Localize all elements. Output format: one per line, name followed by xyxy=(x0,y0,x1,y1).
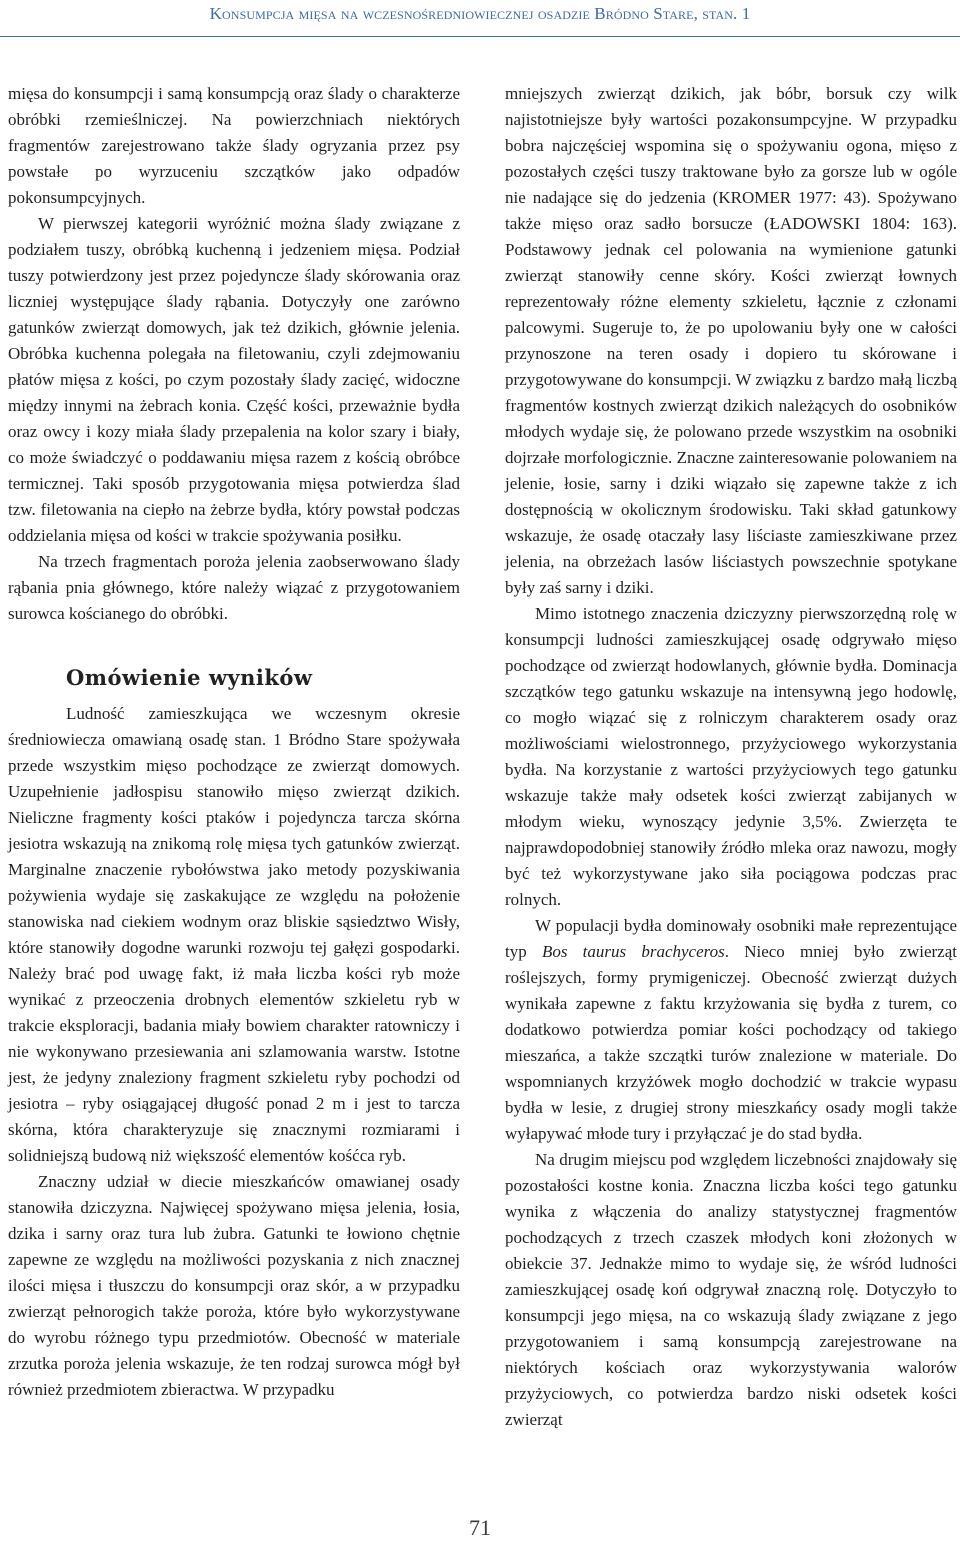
left-paragraph-5: Znaczny udział w diecie mieszkańców omawianej osady stanowiła dziczyzna. Najwięcej spożywano mięsa jelenia, łosia, dzika i sarny oraz tura lub żubra. Gatunki te łowiono chętnie zapewne ze względu na możliwości pozyskania z nich znacznej ilości mięsa i tłuszczu do konsumpcji oraz skór, a w przypadku zwierząt pełnorogich także poroża, które było wykorzystywane do wyrobu różnego typu przedmiotów. Obecność w materiale zrzutka poroża jelenia wskazuje, że ten rodzaj surowca mógł był również przedmiotem zbieractwa. W przypadku xyxy=(8,1172,460,1399)
left-paragraph-1: mięsa do konsumpcji i samą konsumpcją oraz ślady o charakterze obróbki rzemieślniczej. Na powierzchniach niektórych fragmentów zarejestrowano także ślady ogryzania przez psy powstałe po wyrzuceniu szczątków jako odpadów pokonsumpcyjnych. xyxy=(8,84,460,207)
right-paragraph-2: Mimo istotnego znaczenia dziczyzny pierwszorzędną rolę w konsumpcji ludności zamieszkującej osadę odgrywało mięso pochodzące od zwierząt hodowlanych, głównie bydła. Dominacja szczątków tego gatunku wskazuje na intensywną jego hodowlę, co mogło wiązać się z rolniczym charakterem osady oraz możliwościami wielostronnego, przyżyciowego wykorzystania bydła. Na korzystanie z wartości przyżyciowych tego gatunku wskazuje także mały odsetek kości zwierząt zabijanych w młodym wieku, wynoszący jedynie 3,5%. Zwierzęta te najprawdopodobniej stanowiły źródło mleka oraz nawozu, mogły być też wykorzystywane jako siła pociągowa podczas prac rolnych. xyxy=(505,604,957,909)
right-paragraph-4: Na drugim miejscu pod względem liczebności znajdowały się pozostałości kostne konia. Znaczna liczba kości tego gatunku wynika z włączenia do analizy statystycznej fragmentów pochodzących z trzech czaszek młodych koni złożonych w obiekcie 37. Jednakże mimo to wydaje się, że wśród ludności zamieszkującej osadę koń odgrywał znaczną rolę. Dotyczyło to konsumpcji jego mięsa, na co wskazują ślady związane z jego przygotowaniem i samą konsumpcją zarejestrowane na niektórych kościach oraz wykorzystywania walorów przyżyciowych, co potwierdza bardzo niski odsetek kości zwierząt xyxy=(505,1150,957,1429)
right-paragraph-1: mniejszych zwierząt dzikich, jak bóbr, borsuk czy wilk najistotniejsze były wartości pozakonsumpcyjne. W przypadku bobra najczęściej wspomina się o spożywaniu ogona, mięso z pozostałych części tuszy traktowane było za gorsze lub w ogóle nie nadające się do jedzenia (KROMER 1977: 43). Spożywano także mięso oraz sadło borsucze (ŁADOWSKI 1804: 163). Podstawowy jednak cel polowania na wymienione gatunki zwierząt stanowiły cenne skóry. Kości zwierząt łownych reprezentowały różne elementy szkieletu, łącznie z członami palcowymi. Sugeruje to, że po upolowaniu były one w całości przynoszone na teren osady i dopiero tu skórowane i przygotowywane do konsumpcji. W związku z bardzo małą liczbą fragmentów kostnych zwierząt dzikich należących do osobników młodych wydaje się, że polowano przede wszystkim na osobniki dojrzałe morfologicznie. Znaczne zainteresowanie polowaniem na jelenie, łosie, sarny i dziki wiązało się zapewne także z ich dostępnością w okolicznym środowisku. Taki skład gatunkowy wskazuje, że osadę otaczały lasy liściaste zamieszkiwane przez jelenia, na obrzeżach lasów liściastych powszechnie spotykane były zaś sarny i dziki. xyxy=(505,84,957,597)
header-rule xyxy=(0,36,960,37)
right-column xyxy=(505,81,957,1433)
right-paragraph-3-end: . Nieco mniej było zwierząt roślejszych, formy prymigeniczej. Obecność zwierząt dużych wynikała zapewne z faktu krzyżowania się bydła z turem, co dodatkowo potwierdza pomiar kości pochodzący od takiego mieszańca, a także szczątki turów znalezione w materiale. Do wspomnianych krzyżówek mogło dochodzić w trakcie wypasu bydła w lesie, z drugiej strony mieszkańcy osady mogli także wyłapywać młode tury i przyłączać je do stad bydła. xyxy=(505,942,957,1143)
section-heading: Omówienie wyników xyxy=(66,665,313,690)
right-paragraph-3 xyxy=(505,913,957,1147)
page-number: 71 xyxy=(469,1515,491,1540)
left-paragraph-3: Na trzech fragmentach poroża jelenia zaobserwowano ślady rąbania pnia głównego, które należy wiązać z przygotowaniem surowca kościanego do obróbki. xyxy=(8,552,460,623)
species-name: Bos taurus brachyceros xyxy=(541,942,725,961)
running-head: Konsumpcja mięsa na wczesnośredniowiecznej osadzie Bródno Stare, stan. 1 xyxy=(209,4,751,23)
right-paragraph-3-start: W populacji bydła dominowały osobniki małe reprezentujące typ xyxy=(505,916,957,961)
left-paragraph-2: W pierwszej kategorii wyróżnić można ślady związane z podziałem tuszy, obróbką kuchenną i jedzeniem mięsa. Podział tuszy potwierdzony jest przez pojedyncze ślady skórowania oraz liczniej występujące ślady rąbania. Dotyczyły one zarówno gatunków zwierząt domowych, jak też dzikich, głównie jelenia. Obróbka kuchenna polegała na filetowaniu, czyli zdejmowaniu płatów mięsa z kości, po czym pozostały ślady zacięć, widoczne między innymi na żebrach konia. Część kości, przeważnie bydła oraz owcy i kozy miała ślady przepalenia na kolor szary i biały, co może świadczyć o poddawaniu mięsa razem z kością obróbce termicznej. Taki sposób przygotowania mięsa potwierdza ślad tzw. filetowania na ciepło na żebrze bydła, który powstał podczas oddzielania mięsa od kości w trakcie spożywania posiłku. xyxy=(8,214,460,545)
left-column xyxy=(8,81,460,1403)
left-paragraph-4: Ludność zamieszkująca we wczesnym okresie średniowiecza omawianą osadę stan. 1 Bródno Stare spożywała przede wszystkim mięso pochodzące ze zwierząt domowych. Uzupełnienie jadłospisu stanowiło mięso zwierząt dzikich. Nieliczne fragmenty kości ptaków i pojedyncza tarcza skórna jesiotra wskazują na znikomą rolę mięsa tych gatunków zwierząt. Marginalne znaczenie rybołówstwa jako metody pozyskiwania pożywienia wydaje się zaskakujące ze względu na położenie stanowiska nad ciekiem wodnym oraz bliskie sąsiedztwo Wisły, które stanowiły dogodne warunki rozwoju tej gałęzi gospodarki. Należy brać pod uwagę fakt, iż mała liczba kości ryb może wynikać z przeoczenia drobnych elementów szkieletu ryb w trakcie eksploracji, badania miały bowiem charakter ratowniczy i nie wykonywano przesiewania ani szlamowania warstw. Istotne jest, że jedyny znaleziony fragment szkieletu ryby pochodzi od jesiotra – ryby osiągającej długość ponad 2 m i jest to tarcza skórna, która charakteryzuje się znacznymi rozmiarami i solidniejszą budową niż większość elementów kośćca ryb. xyxy=(8,704,460,1165)
